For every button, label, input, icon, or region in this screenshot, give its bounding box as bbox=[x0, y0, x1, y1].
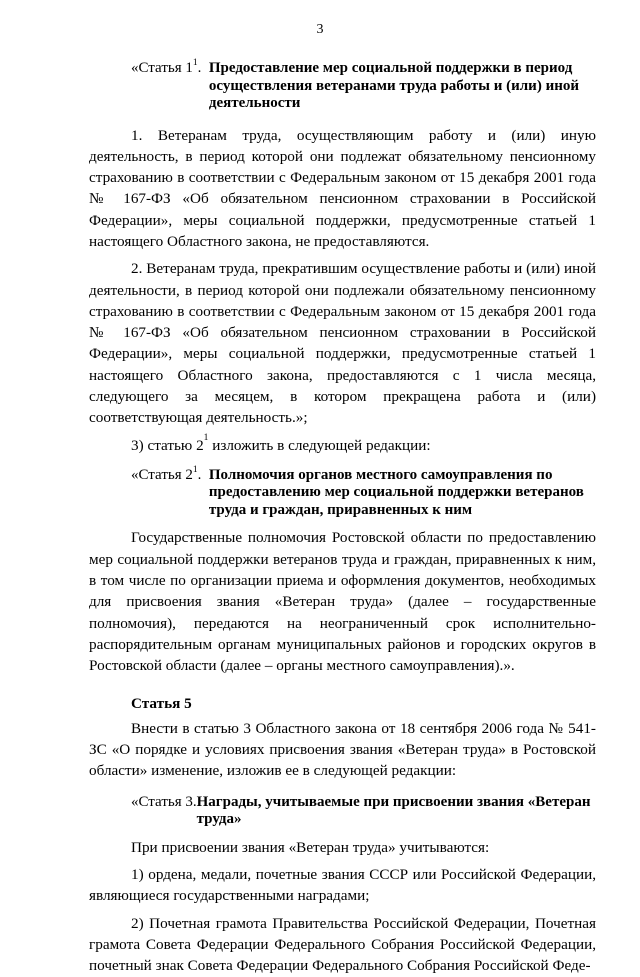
article-2-1-heading bbox=[131, 464, 596, 520]
article-1-1-paragraph-2: 2. Ветеранам труда, прекратившим осуществление работы и (или) иной деятельности, в период которой они подлежали обязательному пенсионному страхованию в соответствии с Федеральным законом от 15 декабря 2001 года № 167-ФЗ «Об обязательном пенсионном страховании в Российской Федерации», меры социальной поддержки, предусмотренные статьей 1 настоящего Областного закона, предоставляются с 1 числа месяца, следующего за месяцем, в котором прекращена работа и (или) соответствующая деятельность.»; bbox=[89, 260, 596, 427]
article-3-title: Награды, учитываемые при присвоении звания «Ветеран труда» bbox=[196, 793, 591, 828]
page-number: 3 bbox=[316, 22, 324, 37]
article-1-1-paragraph-1: 1. Ветеранам труда, осуществляющим работу и (или) иную деятельность, в период которой они подлежат обязательному пенсионному страхованию в соответствии с Федеральным законом от 15 декабря 2001 года № 167-ФЗ «Об обязательном пенсионном страховании в Российской Федерации», меры социальной поддержки, предусмотренные статьей 1 настоящего Областного закона, не предоставляются. bbox=[89, 126, 596, 250]
article-3-paragraph-3: 2) Почетная грамота Правительства Российской Федерации, Почетная грамота Совета Федерации Федерального Собрания Российской Федерации, почетный знак Совета Федерации Федерального Собрания Российской Феде- bbox=[89, 914, 596, 975]
article-1-1-title: Предоставление мер социальной поддержки в период осуществления ветеранами труда работы и (или) иной деятельности bbox=[208, 60, 579, 111]
article-5-heading: Статья 5 bbox=[131, 694, 192, 712]
article-2-1-label: «Статья $2^1$. bbox=[131, 464, 206, 483]
article-3-paragraph-2: 1) ордена, медали, почетные звания СССР или Российской Федерации, являющиеся государственными наградами; bbox=[89, 866, 596, 905]
article-1-1-label: «Статья $1^1$. bbox=[131, 58, 206, 76]
article-1-1-heading bbox=[131, 60, 596, 113]
article-5-paragraph-1: Внести в статью 3 Областного закона от 18 сентября 2006 года № 541-ЗС «О порядке и условиях присвоения звания «Ветеран труда» в Ростовской области» изменение, изложив ее в следующей редакции: bbox=[89, 719, 596, 780]
article-2-1-title: Полномочия органов местного самоуправления по предоставлению мер социальной поддержки ветеранов труда и граждан, приравненных к ним bbox=[208, 466, 584, 518]
article-2-1-paragraph-1: Государственные полномочия Ростовской области по предоставлению мер социальной поддержки ветеранов труда и граждан, приравненных к ним, в том числе по организации приема и оформления документов, необходимых для присвоения звания «Ветеран труда» (далее – государственные полномочия), передаются на неограниченный срок исполнительно-распорядительным органам муниципальных районов и городских округов в Ростовской области (далее – органы местного самоуправления).». bbox=[89, 529, 596, 675]
item-3-paragraph: 3) статью $2^1$ изложить в следующей редакции: bbox=[131, 432, 431, 454]
article-3-heading bbox=[131, 794, 596, 829]
article-3-paragraph-1: При присвоении звания «Ветеран труда» учитываются: bbox=[131, 838, 490, 856]
document-body bbox=[89, 60, 596, 977]
article-3-label: «Статья 3. bbox=[131, 793, 197, 810]
